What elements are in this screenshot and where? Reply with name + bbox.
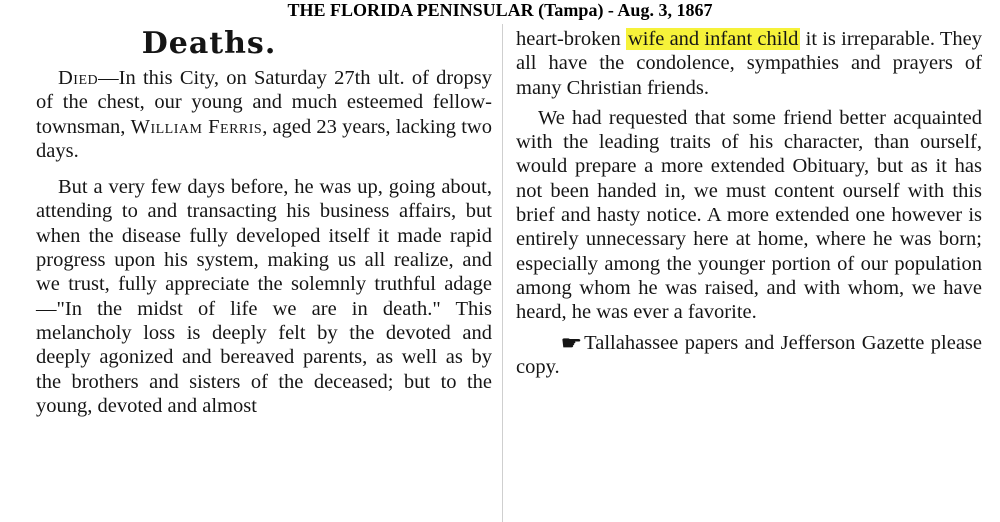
continuation-text-b: it is irreparable. They all have the condolence, sympathies and prayers of many Christian friends.: [516, 28, 982, 99]
copy-request-text: Tallahassee papers and Jefferson Gazette please copy.: [516, 331, 982, 378]
obituary-intro-text-a: —In this City, on Saturday 27th ult. of dropsy of the chest, our young and much esteemed fellow-townsman,: [36, 67, 492, 138]
column-divider: [502, 24, 503, 522]
obituary-body-paragraph: But a very few days before, he was up, going about, attending to and transacting his business affairs, but when the disease fully developed itself it made rapid progress upon his system, making us all realize, and we trust, fully appreciate the solemnly truthful adage—"In the midst of life we are in death." This melancholy loss is deeply felt by the devoted and deeply agonized and bereaved parents, as well as by the brothers and sisters of the deceased; but to the young, devoted and almost: [36, 176, 492, 417]
obituary-intro-text-b: , aged 23 years, lacking two days.: [36, 115, 492, 162]
copy-request-paragraph: [516, 331, 982, 380]
deceased-name: William Ferris: [130, 115, 263, 138]
right-column: [516, 27, 982, 379]
highlighted-phrase: wife and infant child: [627, 28, 799, 50]
left-column: [36, 24, 492, 418]
continuation-paragraph: [516, 27, 982, 100]
pointing-hand-icon: ☛: [560, 332, 582, 353]
died-lead-word: Died: [58, 67, 99, 89]
newspaper-citation-header: THE FLORIDA PENINSULAR (Tampa) - Aug. 3, 1867: [287, 0, 713, 20]
section-title-deaths: Deaths.: [141, 26, 277, 61]
continuation-text-a: heart-broken: [516, 28, 626, 50]
obituary-request-paragraph: We had requested that some friend better acquainted with the leading traits of his character, than ourself, would prepare a more extended Obituary, but as it has not been handed in, we must content ourself with this brief and hasty notice. A more extended one however is entirely unnecessary here at home, where he was born; especially among the younger portion of our population among whom he was raised, and with whom, we have heard, he was ever a favorite.: [516, 106, 982, 324]
obituary-intro-paragraph: [36, 66, 492, 163]
